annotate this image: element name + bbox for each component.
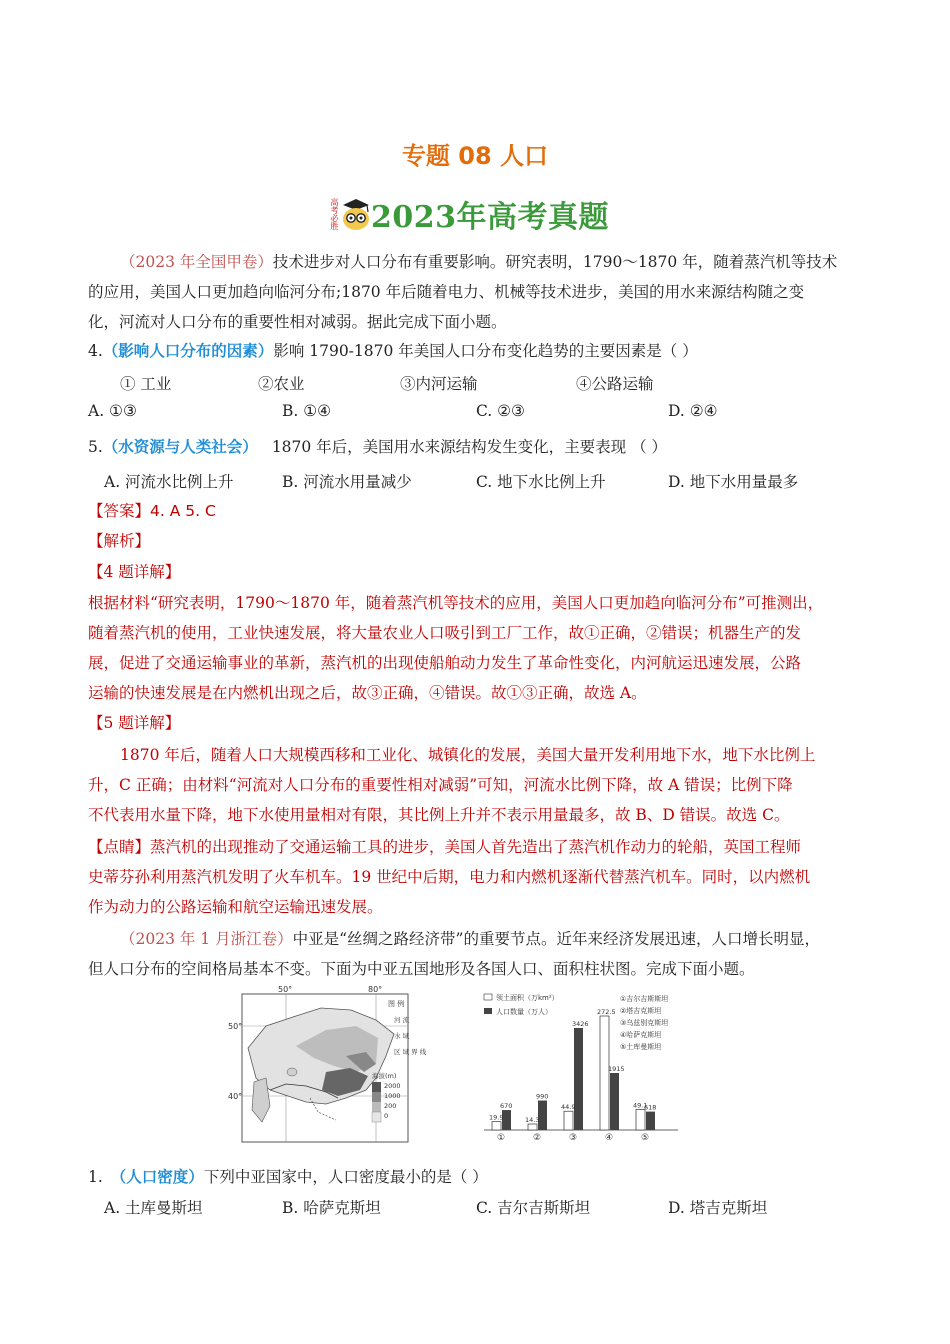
svg-text:200: 200	[384, 1102, 397, 1110]
list-item: ④公路运输	[576, 375, 654, 393]
bar-population	[574, 1028, 583, 1130]
analysis-label: 【解析】	[88, 532, 151, 550]
data-label-population: 618	[644, 1103, 657, 1112]
svg-text:区 域 界 线: 区 域 界 线	[394, 1048, 427, 1056]
option-a[interactable]: A. ①③	[88, 402, 137, 420]
answer-label: 【答案】	[88, 502, 151, 520]
passage-2-line-2: 但人口分布的空间格局基本不变。下面为中亚五国地形及各国人口、面积柱状图。完成下面小题。	[88, 960, 755, 978]
answer-text: 4. A 5. C	[150, 502, 216, 520]
topic-tag: （水资源与人类社会）	[102, 438, 258, 456]
lon-80-label: 80°	[368, 985, 383, 994]
bar-area	[564, 1111, 573, 1130]
country-legend-item: ①吉尔吉斯斯坦	[620, 995, 669, 1003]
tip-line: 【点睛】蒸汽机的出现推动了交通运输工具的进步，美国人首先造出了蒸汽机作动力的轮船，英国工程师	[88, 838, 802, 856]
question-5: 5.（水资源与人类社会） 1870 年后，美国用水来源结构发生变化，主要表现 （ ）	[88, 438, 668, 456]
bar-area	[528, 1124, 537, 1130]
detail-4-label: 【4 题详解】	[88, 563, 181, 581]
country-legend-item: ⑤土库曼斯坦	[620, 1043, 662, 1051]
legend-label-population: 人口数量（万人）	[496, 1008, 552, 1016]
detail-4-line: 展，促进了交通运输事业的革新，蒸汽机的出现使船舶动力发生了革命性变化，内河航运迅速发展，公路	[88, 654, 802, 672]
bar-area	[492, 1122, 501, 1130]
passage-1-line-3: 化，河流对人口分布的重要性相对减弱。据此完成下面小题。	[88, 313, 507, 331]
data-label-area: 44.9	[561, 1103, 576, 1112]
tip-label: 【点睛】	[88, 838, 151, 856]
detail-4-line: 随着蒸汽机的使用，工业快速发展，将大量农业人口吸引到工厂工作，故①正确，②错误；机器生产的发	[88, 624, 802, 642]
data-label-population: 1915	[608, 1064, 625, 1073]
question-4: 4.（影响人口分布的因素）影响 1790-1870 年美国人口分布变化趋势的主要因素是（ ）	[88, 342, 698, 360]
option-d[interactable]: D. ②④	[668, 402, 718, 420]
topic-tag: （影响人口分布的因素）	[102, 342, 274, 360]
country-legend	[620, 994, 668, 1051]
data-label-population: 670	[500, 1102, 513, 1111]
option-d[interactable]: D. 地下水用量最多	[668, 473, 799, 491]
list-item: ① 工业	[120, 375, 172, 393]
detail-5-line: 不代表用水量下降，地下水使用量相对有限，其比例上升并不表示用量最多，故 B、D 错误。故选 C。	[88, 806, 790, 824]
country-legend-item: ④哈萨克斯坦	[620, 1031, 662, 1039]
option-b[interactable]: B. ①④	[282, 402, 332, 420]
tip-line: 作为动力的公路运输和航空运输迅速发展。	[88, 898, 383, 916]
svg-text:河 流: 河 流	[394, 1016, 410, 1024]
svg-text:图 例: 图 例	[388, 1000, 405, 1008]
bar-population	[610, 1073, 619, 1130]
lon-50-label: 50°	[278, 985, 293, 994]
passage-2-line-1: （2023 年 1 月浙江卷）中亚是“丝绸之路经济带”的重要节点。近年来经济发展迅速，人口增长明显，	[120, 930, 820, 948]
data-label-population: 3426	[572, 1020, 589, 1028]
detail-5-label: 【5 题详解】	[88, 714, 181, 732]
x-tick-label: ③	[569, 1133, 578, 1143]
option-c[interactable]: C. 地下水比例上升	[476, 473, 606, 491]
answer-line	[88, 498, 216, 524]
population-area-bar-chart	[478, 990, 718, 1142]
tip-line: 史蒂芬孙利用蒸汽机发明了火车机车。19 世纪中后期，电力和内燃机逐渐代替蒸汽机车。同时，以内燃机	[88, 868, 811, 886]
bar-area	[636, 1109, 645, 1130]
passage-1-line-2: 的应用，美国人口更加趋向临河分布;1870 年后随着电力、机械等技术进步，美国的用水来源结构随之变	[88, 283, 805, 301]
topic-tag: （人口密度）	[110, 1168, 204, 1186]
country-legend-item: ②塔吉克斯坦	[620, 1007, 662, 1015]
svg-text:0: 0	[384, 1112, 389, 1120]
svg-text:2000: 2000	[384, 1082, 401, 1090]
section-banner	[330, 192, 609, 236]
bar-area	[600, 1016, 609, 1130]
x-tick-label: ⑤	[641, 1133, 650, 1143]
x-tick-label: ④	[605, 1133, 614, 1143]
legend-label-area: 领土面积（万km²）	[496, 994, 559, 1002]
data-label-area: 272.5	[597, 1008, 616, 1016]
svg-text:海拔(m): 海拔(m)	[372, 1072, 397, 1080]
lat-40-label: 40°	[228, 1092, 243, 1101]
data-label-area: 19.9	[489, 1113, 504, 1122]
list-item: ③内河运输	[400, 375, 478, 393]
owl-mascot-icon	[341, 197, 371, 231]
option-c[interactable]: C. 吉尔吉斯斯坦	[476, 1199, 591, 1217]
option-c[interactable]: C. ②③	[476, 402, 525, 420]
list-item: ②农业	[258, 375, 305, 393]
banner-text: 2023年高考真题	[371, 200, 609, 235]
option-a[interactable]: A. 河流水比例上升	[104, 473, 234, 491]
option-b[interactable]: B. 河流水用量减少	[282, 473, 412, 491]
data-label-area: 14.3	[525, 1116, 540, 1125]
data-label-population: 990	[536, 1092, 549, 1101]
banner-side-text: 高考必胜	[330, 198, 339, 230]
option-a[interactable]: A. 土库曼斯坦	[104, 1199, 203, 1217]
country-legend-item: ③乌兹别克斯坦	[620, 1019, 669, 1027]
svg-text:水 域: 水 域	[394, 1032, 410, 1040]
page-title: 专题 08 人口	[401, 142, 549, 170]
detail-4-line: 运输的快速发展是在内燃机出现之后，故③正确，④错误。故①③正确，故选 A。	[88, 684, 647, 702]
source-label: （2023 年 1 月浙江卷）	[120, 930, 293, 948]
detail-5-line: 升，C 正确；由材料“河流对人口分布的重要性相对减弱”可知，河流水比例下降，故 A 错误；比例下降	[88, 776, 793, 794]
bar-population	[646, 1112, 655, 1130]
detail-4-line: 根据材料“研究表明，1790～1870 年，随着蒸汽机等技术的应用，美国人口更加趋向临河分布”可推测出，	[88, 594, 824, 612]
aral-sea	[287, 1068, 297, 1076]
passage-1-line-1: （2023 年全国甲卷）技术进步对人口分布有重要影响。研究表明，1790～1870 年，随着蒸汽机等技术	[120, 253, 838, 271]
source-label: （2023 年全国甲卷）	[120, 253, 273, 271]
detail-5-line: 1870 年后，随着人口大规模西移和工业化、城镇化的发展，美国大量开发利用地下水，地下水比例上	[120, 746, 816, 764]
x-tick-label: ①	[497, 1133, 506, 1143]
question-1: 1. （人口密度）下列中亚国家中，人口密度最小的是（ ）	[88, 1168, 488, 1186]
svg-text:1000: 1000	[384, 1092, 401, 1100]
data-label-area: 49.1	[633, 1101, 648, 1110]
option-b[interactable]: B. 哈萨克斯坦	[282, 1199, 381, 1217]
option-d[interactable]: D. 塔吉克斯坦	[668, 1199, 768, 1217]
x-tick-label: ②	[533, 1133, 542, 1143]
lat-50-label: 50°	[228, 1022, 243, 1031]
central-asia-terrain-map	[226, 985, 427, 1146]
